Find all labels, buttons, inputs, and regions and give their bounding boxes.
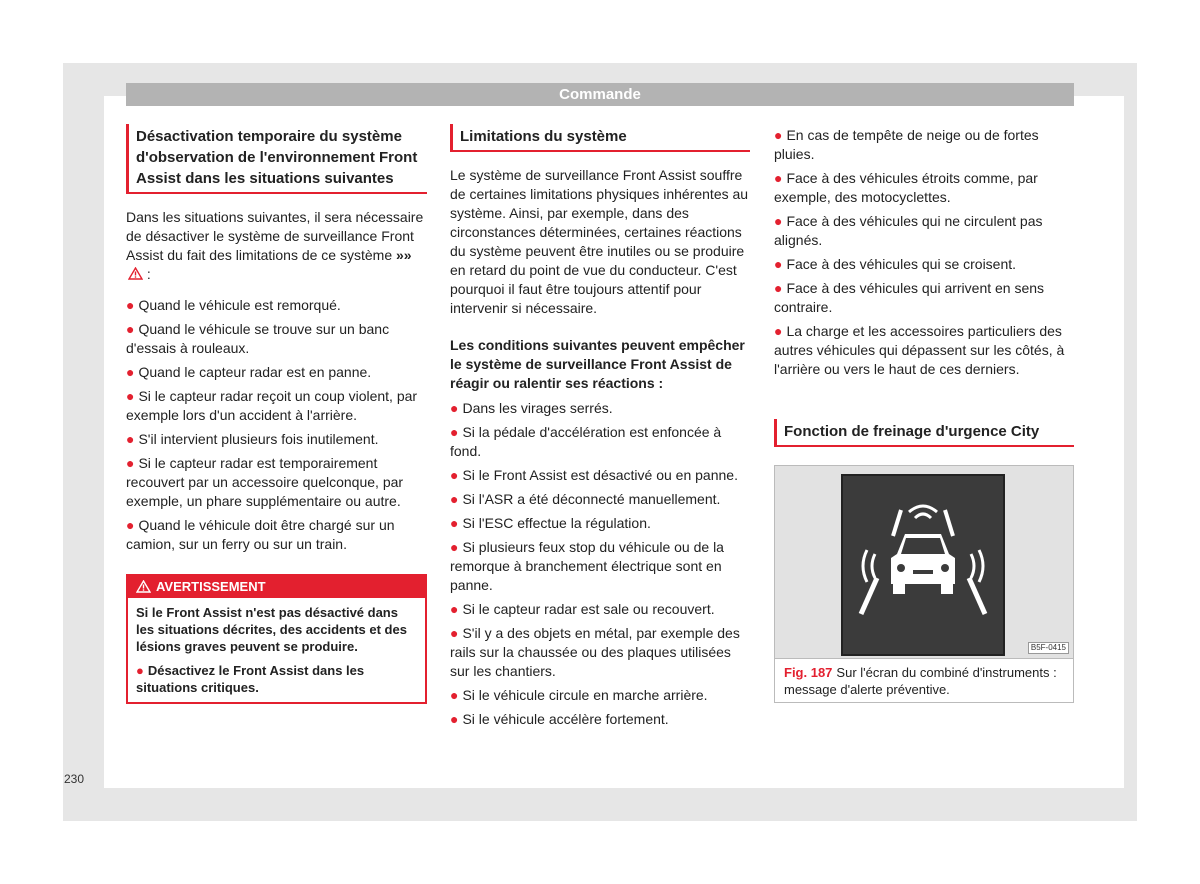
- list-item: ● Quand le véhicule se trouve sur un banc d'essais à rouleaux.: [126, 321, 390, 356]
- section-title: Désactivation temporaire du système d'observation de l'environnement Front Assist dans les situations suivantes: [126, 124, 427, 194]
- warning-body: [128, 598, 425, 702]
- list-item: ● Si la pédale d'accélération est enfoncée à fond.: [450, 424, 722, 459]
- figure-caption: Fig. 187 Sur l'écran du combiné d'instruments : message d'alerte préventive.: [784, 665, 1057, 697]
- bullet-dot: ●: [136, 663, 144, 678]
- bullet-dot: ●: [126, 431, 135, 447]
- list-item: ● Si le capteur radar reçoit un coup violent, par exemple lors d'un accident à l'arrière.: [126, 388, 418, 423]
- column-2: [450, 124, 750, 734]
- intro-paragraph: Dans les situations suivantes, il sera nécessaire de désactiver le système de surveillance Front Assist du fait des limitations de ce système »» :: [126, 209, 424, 282]
- section-title: Limitations du système: [450, 124, 750, 152]
- bullet-dot: ●: [450, 625, 459, 641]
- warning-text: Si le Front Assist n'est pas désactivé dans les situations décrites, des accidents et des lésions graves peuvent se produire.: [136, 605, 407, 654]
- bullet-dot: ●: [450, 687, 459, 703]
- warning-title: AVERTISSEMENT: [156, 579, 266, 594]
- list-item: ● Si plusieurs feux stop du véhicule ou de la remorque à branchement électrique sont en panne.: [450, 539, 724, 593]
- bullet-dot: ●: [126, 388, 135, 404]
- warning-box: [126, 574, 427, 704]
- warning-icon: [136, 579, 156, 594]
- bullet-dot: ●: [450, 601, 459, 617]
- instrument-display: [841, 474, 1005, 656]
- figure-code: B5F-0415: [1028, 642, 1069, 654]
- list-item: ● Quand le véhicule doit être chargé sur un camion, sur un ferry ou sur un train.: [126, 517, 395, 552]
- bullet-dot: ●: [774, 127, 783, 143]
- column-3: [774, 126, 1074, 703]
- list-item: ● Face à des véhicules qui ne circulent pas alignés.: [774, 213, 1043, 248]
- bullet-dot: ●: [450, 424, 459, 440]
- subheading: Les conditions suivantes peuvent empêcher le système de surveillance Front Assist de réagir ou ralentir ses réactions :: [450, 337, 745, 391]
- cross-reference[interactable]: »»: [396, 247, 412, 263]
- bullet-dot: ●: [126, 455, 135, 471]
- list-item: ● Si le véhicule accélère fortement.: [450, 711, 669, 727]
- list-item: ● Quand le véhicule est remorqué.: [126, 297, 341, 313]
- bullet-dot: ●: [450, 515, 459, 531]
- figure: [774, 465, 1074, 703]
- list-item: ● Face à des véhicules étroits comme, par exemple, des motocyclettes.: [774, 170, 1038, 205]
- column-1: [126, 124, 427, 704]
- bullet-dot: ●: [450, 539, 459, 555]
- list-item: ● Si le Front Assist est désactivé ou en panne.: [450, 467, 738, 483]
- list-item: ● Face à des véhicules qui arrivent en sens contraire.: [774, 280, 1045, 315]
- list-item: ● Si l'ASR a été déconnecté manuellement.: [450, 491, 721, 507]
- list-item: ● En cas de tempête de neige ou de fortes pluies.: [774, 127, 1039, 162]
- bullet-dot: ●: [774, 280, 783, 296]
- list-item: ● S'il intervient plusieurs fois inutilement.: [126, 431, 379, 447]
- bullet-dot: ●: [126, 364, 135, 380]
- list-item: ● Face à des véhicules qui se croisent.: [774, 256, 1017, 272]
- list-item: ● Dans les virages serrés.: [450, 400, 613, 416]
- bullet-dot: ●: [450, 491, 459, 507]
- list-item: ● Si le véhicule circule en marche arrière.: [450, 687, 708, 703]
- collision-warning-car-icon: [843, 476, 1003, 654]
- section-title: Fonction de freinage d'urgence City: [774, 419, 1074, 447]
- section-header: Commande: [126, 83, 1074, 106]
- condition-list: [450, 399, 750, 729]
- bullet-dot: ●: [126, 517, 135, 533]
- bullet-dot: ●: [450, 400, 459, 416]
- situation-list: [126, 296, 427, 554]
- warning-header: [128, 576, 425, 598]
- condition-list-continued: [774, 126, 1074, 379]
- bullet-dot: ●: [126, 297, 135, 313]
- intro-paragraph: Le système de surveillance Front Assist souffre de certaines limitations physiques inhérentes au système. Ainsi, par exemple, dans des circonstances déterminées, certaines réactions du système peuvent être inutiles ou se produire en retard du point de vue du conducteur. C'est pourquoi il faut être toujours attentif pour intervenir si nécessaire.: [450, 167, 749, 316]
- list-item: ● Si le capteur radar est sale ou recouvert.: [450, 601, 715, 617]
- bullet-dot: ●: [774, 256, 783, 272]
- bullet-dot: ●: [450, 467, 459, 483]
- bullet-dot: ●: [774, 323, 783, 339]
- bullet-dot: ●: [126, 321, 135, 337]
- list-item: ● S'il y a des objets en métal, par exemple des rails sur la chaussée ou des plaques utilisées sur les chantiers.: [450, 625, 740, 679]
- list-item: ● Si le capteur radar est temporairement recouvert par un accessoire quelconque, par exemple, un phare supplémentaire ou autre.: [126, 455, 404, 509]
- page-number: 230: [64, 772, 85, 786]
- warning-bullet: ● Désactivez le Front Assist dans les situations critiques.: [136, 663, 365, 695]
- figure-label: Fig. 187: [784, 665, 833, 680]
- list-item: ● La charge et les accessoires particuliers des autres véhicules qui dépassent sur les côtés, à l'arrière ou vers le haut de ces derniers.: [774, 323, 1065, 377]
- figure-image: [775, 466, 1073, 659]
- bullet-dot: ●: [774, 170, 783, 186]
- list-item: ● Quand le capteur radar est en panne.: [126, 364, 372, 380]
- bullet-dot: ●: [774, 213, 783, 229]
- warning-triangle-icon: [126, 266, 143, 282]
- list-item: ● Si l'ESC effectue la régulation.: [450, 515, 651, 531]
- bullet-dot: ●: [450, 711, 459, 727]
